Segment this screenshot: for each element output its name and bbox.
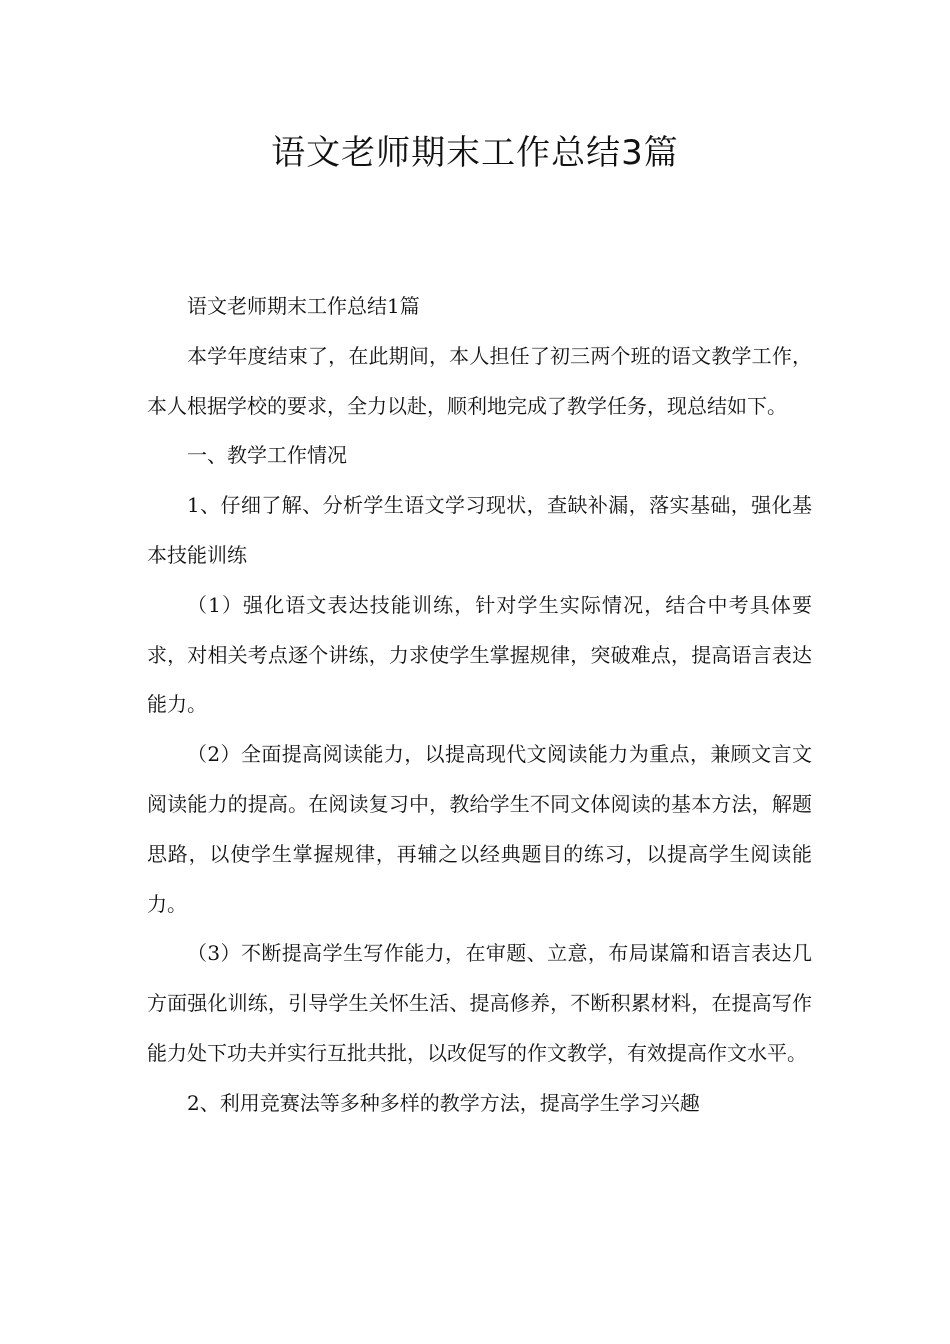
sub-item-2: （2）全面提高阅读能力，以提高现代文阅读能力为重点，兼顾文言文阅读能力的提高。在阅读复习中，教给学生不同文体阅读的基本方法，解题思路，以使学生掌握规律，再辅之以经典题目的练习，以提高学生阅读能力。 (147, 742, 812, 916)
list-item-2: 2、利用竞赛法等多种多样的教学方法，提高学生学习兴趣 (187, 1090, 700, 1115)
document-body (147, 282, 812, 1129)
paragraph-intro: 本学年度结束了，在此期间，本人担任了初三两个班的语文教学工作，本人根据学校的要求，全力以赴，顺利地完成了教学任务，现总结如下。 (147, 343, 812, 418)
section-heading: 语文老师期末工作总结1篇 (187, 294, 420, 318)
sub-item-3: （3）不断提高学生写作能力，在审题、立意，布局谋篇和语言表达几方面强化训练，引导学生关怀生活、提高修养，不断积累材料，在提高写作能力处下功夫并实行互批共批，以改促写的作文教学，有效提高作文水平。 (147, 941, 812, 1065)
sub-item-1: （1）强化语文表达技能训练，针对学生实际情况，结合中考具体要求，对相关考点逐个讲练，力求使学生掌握规律，突破难点，提高语言表达能力。 (147, 592, 812, 717)
section-heading-teaching: 一、教学工作情况 (187, 443, 347, 468)
list-item-1: 1、仔细了解、分析学生语文学习现状，查缺补漏，落实基础，强化基本技能训练 (147, 493, 812, 567)
document-title: 语文老师期末工作总结3篇 (271, 133, 679, 173)
